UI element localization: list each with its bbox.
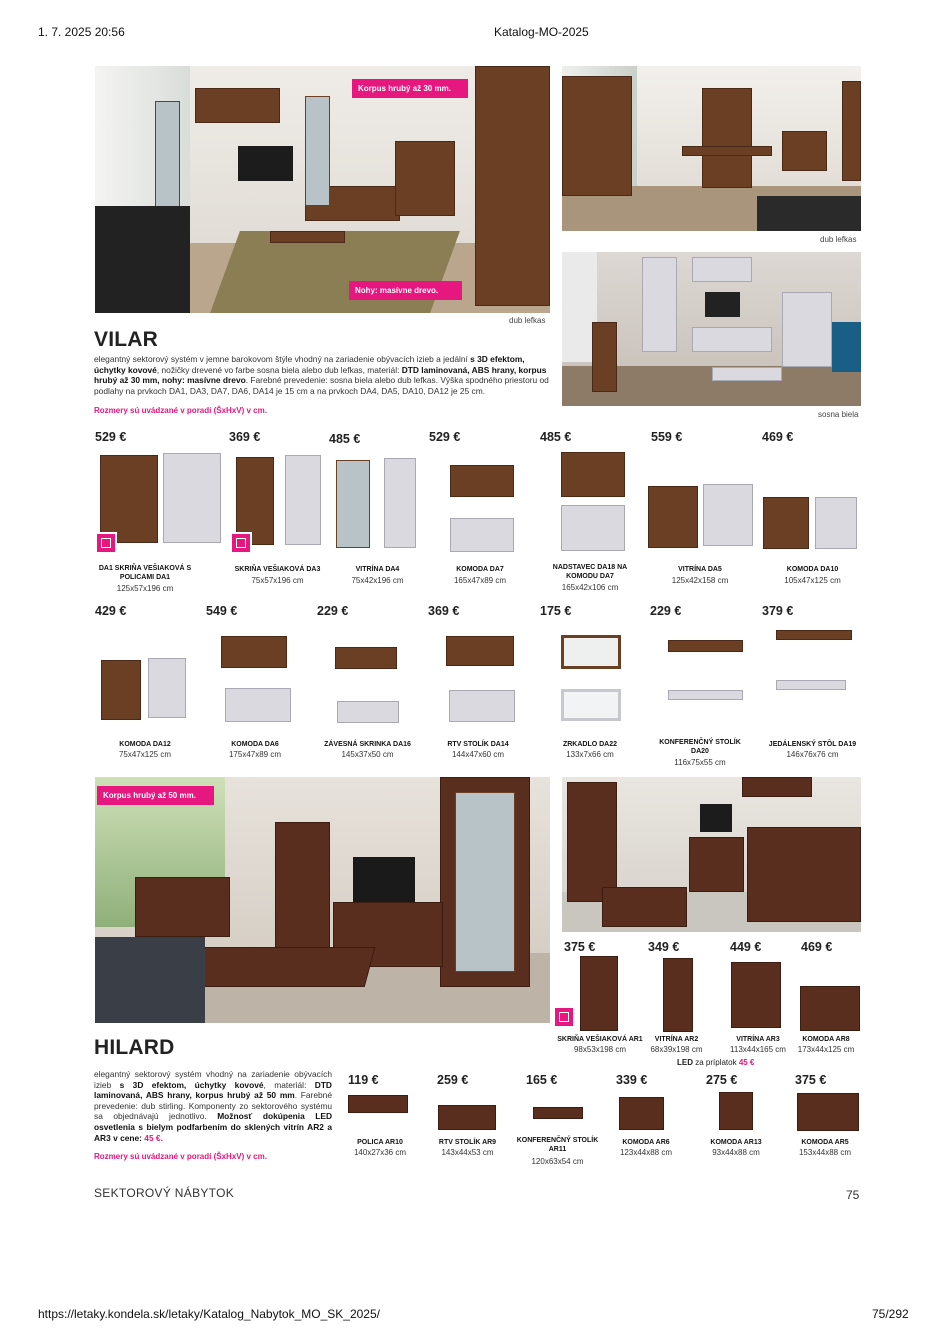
product-name-da4: VITRÍNA DA4 (355, 566, 400, 573)
led-surcharge: LED za príplatok 45 € (677, 1058, 755, 1067)
vilar-white-photo (562, 252, 861, 406)
product-image-da7-oak[interactable] (450, 465, 514, 497)
vilar-dimensions-note: Rozmery sú uvádzané v poradí (ŠxHxV) v cm. (94, 406, 267, 415)
vilar-main-photo (95, 66, 550, 313)
product-name-da14: RTV STOLÍK DA14 (447, 741, 509, 748)
product-image-da16-white[interactable] (337, 701, 399, 723)
product-name-ar1: SKRIŇA VEŠIAKOVÁ AR1 (557, 1036, 643, 1043)
product-name-da1: DA1 SKRIŇA VEŠIAKOVÁ S POLICAMI DA1 (98, 565, 192, 581)
product-image-ar3[interactable] (731, 962, 781, 1028)
product-name-ar2: VITRÍNA AR2 (654, 1036, 699, 1043)
product-image-da19-white[interactable] (776, 680, 846, 690)
price-ar9: 259 € (437, 1073, 469, 1087)
product-name-da16: ZÁVESNÁ SKRINKA DA16 (324, 741, 411, 748)
price-da14: 369 € (428, 604, 460, 618)
price-da6: 549 € (206, 604, 238, 618)
price-ar3: 449 € (730, 940, 762, 954)
product-image-da12-oak[interactable] (101, 660, 141, 720)
price-da22: 175 € (540, 604, 572, 618)
product-name-ar8: KOMODA AR8 (802, 1036, 850, 1043)
product-dims-da7: 165x47x89 cm (453, 576, 507, 585)
product-name-ar5: KOMODA AR5 (801, 1139, 849, 1146)
product-dims-ar3: 113x44x165 cm (730, 1045, 786, 1054)
vilar-main-caption: dub lefkas (509, 316, 546, 325)
product-name-da7: KOMODA DA7 (456, 566, 504, 573)
product-image-da6-oak[interactable] (221, 636, 287, 668)
product-dims-ar13: 93x44x88 cm (712, 1148, 760, 1157)
print-datetime: 1. 7. 2025 20:56 (38, 25, 125, 39)
price-da4: 485 € (329, 432, 361, 446)
product-dims-da12: 75x47x125 cm (118, 750, 172, 759)
product-image-da5-oak[interactable] (648, 486, 698, 548)
product-name-ar13: KOMODA AR13 (710, 1139, 762, 1146)
product-image-ar2[interactable] (663, 958, 693, 1032)
product-name-ar9: RTV STOLÍK AR9 (438, 1139, 497, 1146)
vilar-nohy-badge: Nohy: masívne drevo. (349, 281, 462, 300)
product-dims-ar6: 123x44x88 cm (619, 1148, 673, 1157)
vilar-dining-caption: dub lefkas (820, 235, 857, 244)
product-image-ar6[interactable] (619, 1097, 664, 1130)
price-da5: 559 € (651, 430, 683, 444)
product-image-da19-oak[interactable] (776, 630, 852, 640)
hilard-dimensions-note: Rozmery sú uvádzané v poradí (ŠxHxV) v cm. (94, 1152, 267, 1161)
price-ar11: 165 € (526, 1073, 558, 1087)
product-dims-da14: 144x47x60 cm (451, 750, 505, 759)
section-name: SEKTOROVÝ NÁBYTOK (94, 1186, 235, 1200)
hilard-secondary-photo (562, 777, 861, 932)
page-number: 75 (846, 1188, 860, 1202)
price-da19: 379 € (762, 604, 794, 618)
product-image-ar8[interactable] (800, 986, 860, 1031)
product-dims-ar11: 120x63x54 cm (531, 1157, 584, 1166)
page-count: 75/292 (872, 1307, 909, 1321)
product-image-ar11[interactable] (533, 1107, 583, 1119)
product-name-ar11: KONFERENČNÝ STOLÍK AR11 (516, 1137, 599, 1153)
product-name-da18: NADSTAVEC DA18 NA KOMODU DA7 (552, 564, 628, 580)
wardrobe-icon (230, 532, 252, 554)
product-image-da5-white[interactable] (703, 484, 753, 546)
hilard-description: elegantný sektorový systém vhodný na zariadenie obývacích izieb s 3D efektom, úchytky kovové, materiál: DTD laminovaná, ABS hrany, korpus hrubý až 50 mm. Farebné prevedenie: dub stirling. Komponenty zo sektorového systému sa objednávajú jednotlivo. Možnosť dokúpenia LED osvetlenia s bielym podfarbením do sklených vitrín AR2 a AR3 v cene: 45 €. (94, 1069, 332, 1143)
price-da1: 529 € (95, 430, 127, 444)
price-ar6: 339 € (616, 1073, 648, 1087)
product-image-da20-white[interactable] (668, 690, 743, 700)
vilar-korpus-badge: Korpus hrubý až 30 mm. (352, 79, 468, 98)
product-image-ar1[interactable] (580, 956, 618, 1031)
product-dims-ar10: 140x27x36 cm (353, 1148, 407, 1157)
price-da10: 469 € (762, 430, 794, 444)
product-image-da3-white[interactable] (285, 455, 321, 545)
product-name-da3: SKRIŇA VEŠIAKOVÁ DA3 (234, 566, 321, 573)
product-image-da22-white[interactable] (561, 689, 621, 721)
product-image-da1-white[interactable] (163, 453, 221, 543)
product-image-da6-white[interactable] (225, 688, 291, 722)
price-ar5: 375 € (795, 1073, 827, 1087)
source-url[interactable]: https://letaky.kondela.sk/letaky/Katalog_Nabytok_MO_SK_2025/ (38, 1307, 380, 1321)
product-dims-da3: 75x57x196 cm (251, 576, 304, 585)
product-image-da18-white[interactable] (561, 505, 625, 551)
product-dims-ar9: 143x44x53 cm (441, 1148, 494, 1157)
price-ar13: 275 € (706, 1073, 738, 1087)
product-name-da22: ZRKADLO DA22 (562, 741, 618, 748)
product-image-ar5[interactable] (797, 1093, 859, 1131)
product-image-da4-white[interactable] (384, 458, 416, 548)
product-name-ar10: POLICA AR10 (357, 1139, 403, 1146)
price-da12: 429 € (95, 604, 127, 618)
product-dims-da18: 165x42x106 cm (561, 583, 619, 592)
vilar-dining-photo (562, 66, 861, 231)
product-image-da20-oak[interactable] (668, 640, 743, 652)
product-name-ar3: VITRÍNA AR3 (736, 1036, 780, 1043)
product-dims-ar2: 68x39x198 cm (650, 1045, 703, 1054)
product-name-da5: VITRÍNA DA5 (678, 566, 722, 573)
price-da18: 485 € (540, 430, 572, 444)
vilar-title: VILAR (94, 328, 158, 351)
price-da3: 369 € (229, 430, 261, 444)
product-image-ar10[interactable] (348, 1095, 408, 1113)
product-image-da10-white[interactable] (815, 497, 857, 549)
product-dims-da6: 175x47x89 cm (228, 750, 282, 759)
hilard-title: HILARD (94, 1036, 175, 1059)
product-dims-da22: 133x7x66 cm (566, 750, 614, 759)
document-title: Katalog-MO-2025 (494, 25, 589, 39)
product-image-da16-oak[interactable] (335, 647, 397, 669)
product-dims-ar5: 153x44x88 cm (798, 1148, 852, 1157)
vilar-description: elegantný sektorový systém v jemne barokovom štýle vhodný na zariadenie obývacích izieb a jedální s 3D efektom, úchytky kovové, nožičky drevené vo farbe sosna biela alebo dub lefkas, materiál: DTD laminovaná, ABS hrany, korpus hrubý až 30 mm, nohy: masívne drevo. Farebné prevedenie: sosna biela alebo dub lefkas. Výška spodného priestoru od podlahy na prvkoch DA1, DA3, DA7, DA6, DA14 je 15 cm a na prvkoch DA4, DA5, DA10, DA12 je 25 cm. (94, 354, 549, 396)
product-dims-da16: 145x37x50 cm (341, 750, 394, 759)
product-dims-da20: 116x75x55 cm (674, 758, 726, 767)
vilar-white-caption: sosna biela (818, 410, 859, 419)
price-da7: 529 € (429, 430, 461, 444)
product-image-ar13[interactable] (719, 1092, 753, 1130)
product-dims-da4: 75x42x196 cm (351, 576, 404, 585)
price-ar10: 119 € (348, 1073, 379, 1087)
product-image-da14-oak[interactable] (446, 636, 514, 666)
product-dims-da19: 146x76x76 cm (786, 750, 839, 759)
product-image-da18-oak[interactable] (561, 452, 625, 497)
wardrobe-icon (95, 532, 117, 554)
price-ar8: 469 € (801, 940, 833, 954)
product-dims-ar1: 98x53x198 cm (573, 1045, 627, 1054)
product-dims-da1: 125x57x196 cm (116, 584, 174, 593)
price-da16: 229 € (317, 604, 349, 618)
wardrobe-icon (553, 1006, 575, 1028)
product-dims-da5: 125x42x158 cm (671, 576, 729, 585)
product-name-da10: KOMODA DA10 (786, 566, 839, 573)
product-name-da6: KOMODA DA6 (231, 741, 279, 748)
product-name-da20: KONFERENČNÝ STOLÍK DA20 (659, 739, 741, 755)
price-da20: 229 € (650, 604, 682, 618)
hilard-korpus-badge: Korpus hrubý až 50 mm. (97, 786, 214, 805)
product-name-da19: JEDÁLENSKÝ STÔL DA19 (768, 741, 857, 748)
product-image-da1-oak[interactable] (100, 455, 158, 543)
product-name-da12: KOMODA DA12 (119, 741, 171, 748)
price-ar1: 375 € (564, 940, 596, 954)
product-image-da4-oak[interactable] (336, 460, 370, 548)
product-image-da10-oak[interactable] (763, 497, 809, 549)
product-image-ar9[interactable] (438, 1105, 496, 1130)
product-image-da22-oak[interactable] (561, 635, 621, 669)
product-dims-da10: 105x47x125 cm (784, 576, 841, 585)
product-dims-ar8: 173x44x125 cm (797, 1045, 855, 1054)
product-image-da14-white[interactable] (449, 690, 515, 722)
product-name-ar6: KOMODA AR6 (622, 1139, 670, 1146)
price-ar2: 349 € (648, 940, 680, 954)
product-image-da7-white[interactable] (450, 518, 514, 552)
product-image-da12-white[interactable] (148, 658, 186, 718)
hilard-main-photo (95, 777, 550, 1023)
